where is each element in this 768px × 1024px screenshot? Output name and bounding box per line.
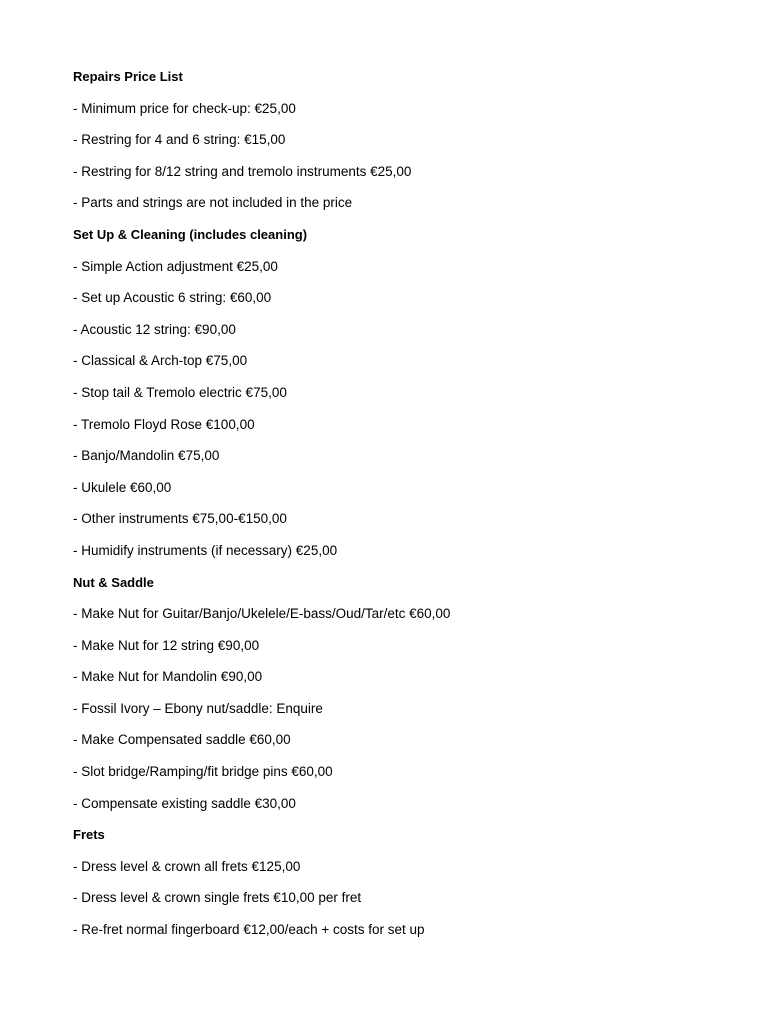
list-item: - Make Compensated saddle €60,00 (73, 732, 291, 748)
list-item: - Other instruments €75,00-€150,00 (73, 511, 287, 527)
list-item: - Compensate existing saddle €30,00 (73, 795, 296, 811)
list-item: - Ukulele €60,00 (73, 479, 172, 495)
list-item: - Re-fret normal fingerboard €12,00/each + costs for set up (73, 922, 425, 938)
list-item: - Simple Action adjustment €25,00 (73, 258, 278, 274)
section-heading-nut-saddle: Nut & Saddle (73, 574, 154, 590)
list-item: - Set up Acoustic 6 string: €60,00 (73, 290, 272, 306)
section-heading-frets: Frets (73, 827, 105, 843)
list-item: - Classical & Arch-top €75,00 (73, 353, 248, 369)
list-item: - Make Nut for Mandolin €90,00 (73, 669, 263, 685)
list-item: - Stop tail & Tremolo electric €75,00 (73, 384, 287, 400)
list-item: - Fossil Ivory – Ebony nut/saddle: Enquire (73, 700, 323, 716)
list-item: - Banjo/Mandolin €75,00 (73, 448, 220, 464)
list-item: - Parts and strings are not included in the price (73, 195, 353, 211)
list-item: - Dress level & crown single frets €10,00 per fret (73, 890, 362, 906)
list-item: - Make Nut for 12 string €90,00 (73, 637, 260, 653)
list-item: - Acoustic 12 string: €90,00 (73, 321, 236, 337)
list-item: - Tremolo Floyd Rose €100,00 (73, 416, 255, 432)
list-item: - Humidify instruments (if necessary) €25,00 (73, 542, 338, 558)
list-item: - Restring for 4 and 6 string: €15,00 (73, 132, 286, 148)
section-heading-repairs: Repairs Price List (73, 69, 183, 84)
list-item: - Slot bridge/Ramping/fit bridge pins €60,00 (73, 764, 333, 780)
section-heading-setup-cleaning: Set Up & Cleaning (includes cleaning) (73, 226, 308, 242)
list-item: - Make Nut for Guitar/Banjo/Ukelele/E-bass/Oud/Tar/etc €60,00 (73, 606, 451, 622)
list-item: - Minimum price for check-up: €25,00 (73, 100, 296, 116)
price-list-document (73, 67, 733, 952)
list-item: - Dress level & crown all frets €125,00 (73, 858, 301, 874)
list-item: - Restring for 8/12 string and tremolo instruments €25,00 (73, 163, 412, 179)
